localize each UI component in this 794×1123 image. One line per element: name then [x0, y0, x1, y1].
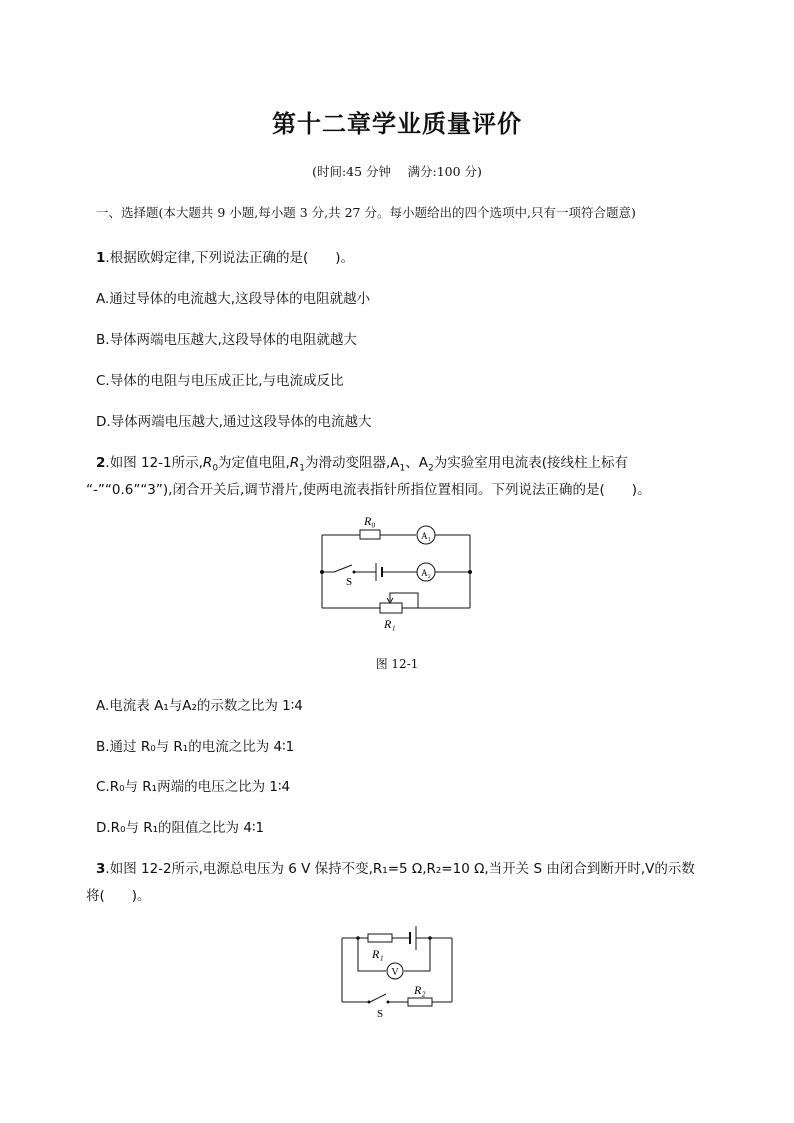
section-heading: 一、选择题(本大题共 9 小题,每小题 3 分,共 27 分。每小题给出的四个选项中,只有一项符合题意): [96, 205, 636, 220]
label-r1: R₁: [372, 947, 384, 961]
question-2-option-b: B.通过 R₀与 R₁的电流之比为 4∶1: [96, 739, 295, 755]
label-r1: R₁: [384, 617, 396, 631]
question-1-stem: [96, 246, 354, 266]
switch-s: [370, 994, 386, 1002]
question-1-option-c: C.导体的电阻与电压成正比,与电流成反比: [96, 373, 344, 389]
label-s: S: [346, 576, 353, 588]
circuit-diagram-12-2: [330, 918, 470, 1020]
figure-caption-12-1: 图 12-1: [375, 657, 419, 671]
label-a2: A₂: [421, 568, 431, 578]
question-3-stem-line1: [96, 857, 695, 877]
question-1-option-b: B.导体两端电压越大,这段导体的电阻就越大: [96, 332, 357, 348]
exam-info: (时间:45 分钟 满分:100 分): [312, 164, 482, 179]
label-r2: R₂: [414, 983, 426, 997]
question-2-stem-line1: 2.如图 12-1所示$,R_0$为定值电阻$,R_1$为滑动变阻器$,A_1$、$A_2$为实验室用电流表(接线柱上标有: [96, 455, 628, 474]
question-2-option-a: A.电流表 A₁与A₂的示数之比为 1∶4: [96, 698, 303, 714]
label-v: V: [391, 967, 399, 978]
resistor-r1: [368, 934, 392, 942]
question-number: 1: [96, 250, 106, 266]
label-a1: A₁: [421, 531, 431, 541]
question-text: .根据欧姆定律,下列说法正确的是( )。: [105, 250, 355, 266]
question-2-option-c: C.R₀与 R₁两端的电压之比为 1∶4: [96, 779, 291, 795]
label-s: S: [377, 1008, 384, 1020]
question-1-option-d: D.导体两端电压越大,通过这段导体的电流越大: [96, 414, 372, 430]
label-r0: R₀: [364, 514, 376, 528]
question-number: 3: [96, 861, 106, 877]
resistor-r0: [360, 530, 380, 539]
rheostat-r1: [380, 603, 402, 613]
switch-s: [334, 565, 352, 572]
question-2-option-d: D.R₀与 R₁的阻值之比为 4∶1: [96, 820, 265, 836]
question-1-option-a: A.通过导体的电流越大,这段导体的电阻就越小: [96, 291, 371, 307]
question-number: 2: [96, 455, 106, 471]
question-3-stem-line2: 将( )。: [86, 888, 151, 904]
question-2-stem-line2: “-”“0.6”“3”),闭合开关后,调节滑片,使两电流表指针所指位置相同。下列说法正确的是( )。: [86, 482, 651, 498]
question-text: .如图 12-2所示,电源总电压为 6 V 保持不变,R₁=5 Ω,R₂=10 Ω,当开关 S 由闭合到断开时,V的示数: [105, 861, 695, 877]
chapter-title: 第十二章学业质量评价: [272, 110, 522, 138]
circuit-diagram-12-1: [310, 508, 490, 636]
resistor-r2: [408, 998, 432, 1006]
